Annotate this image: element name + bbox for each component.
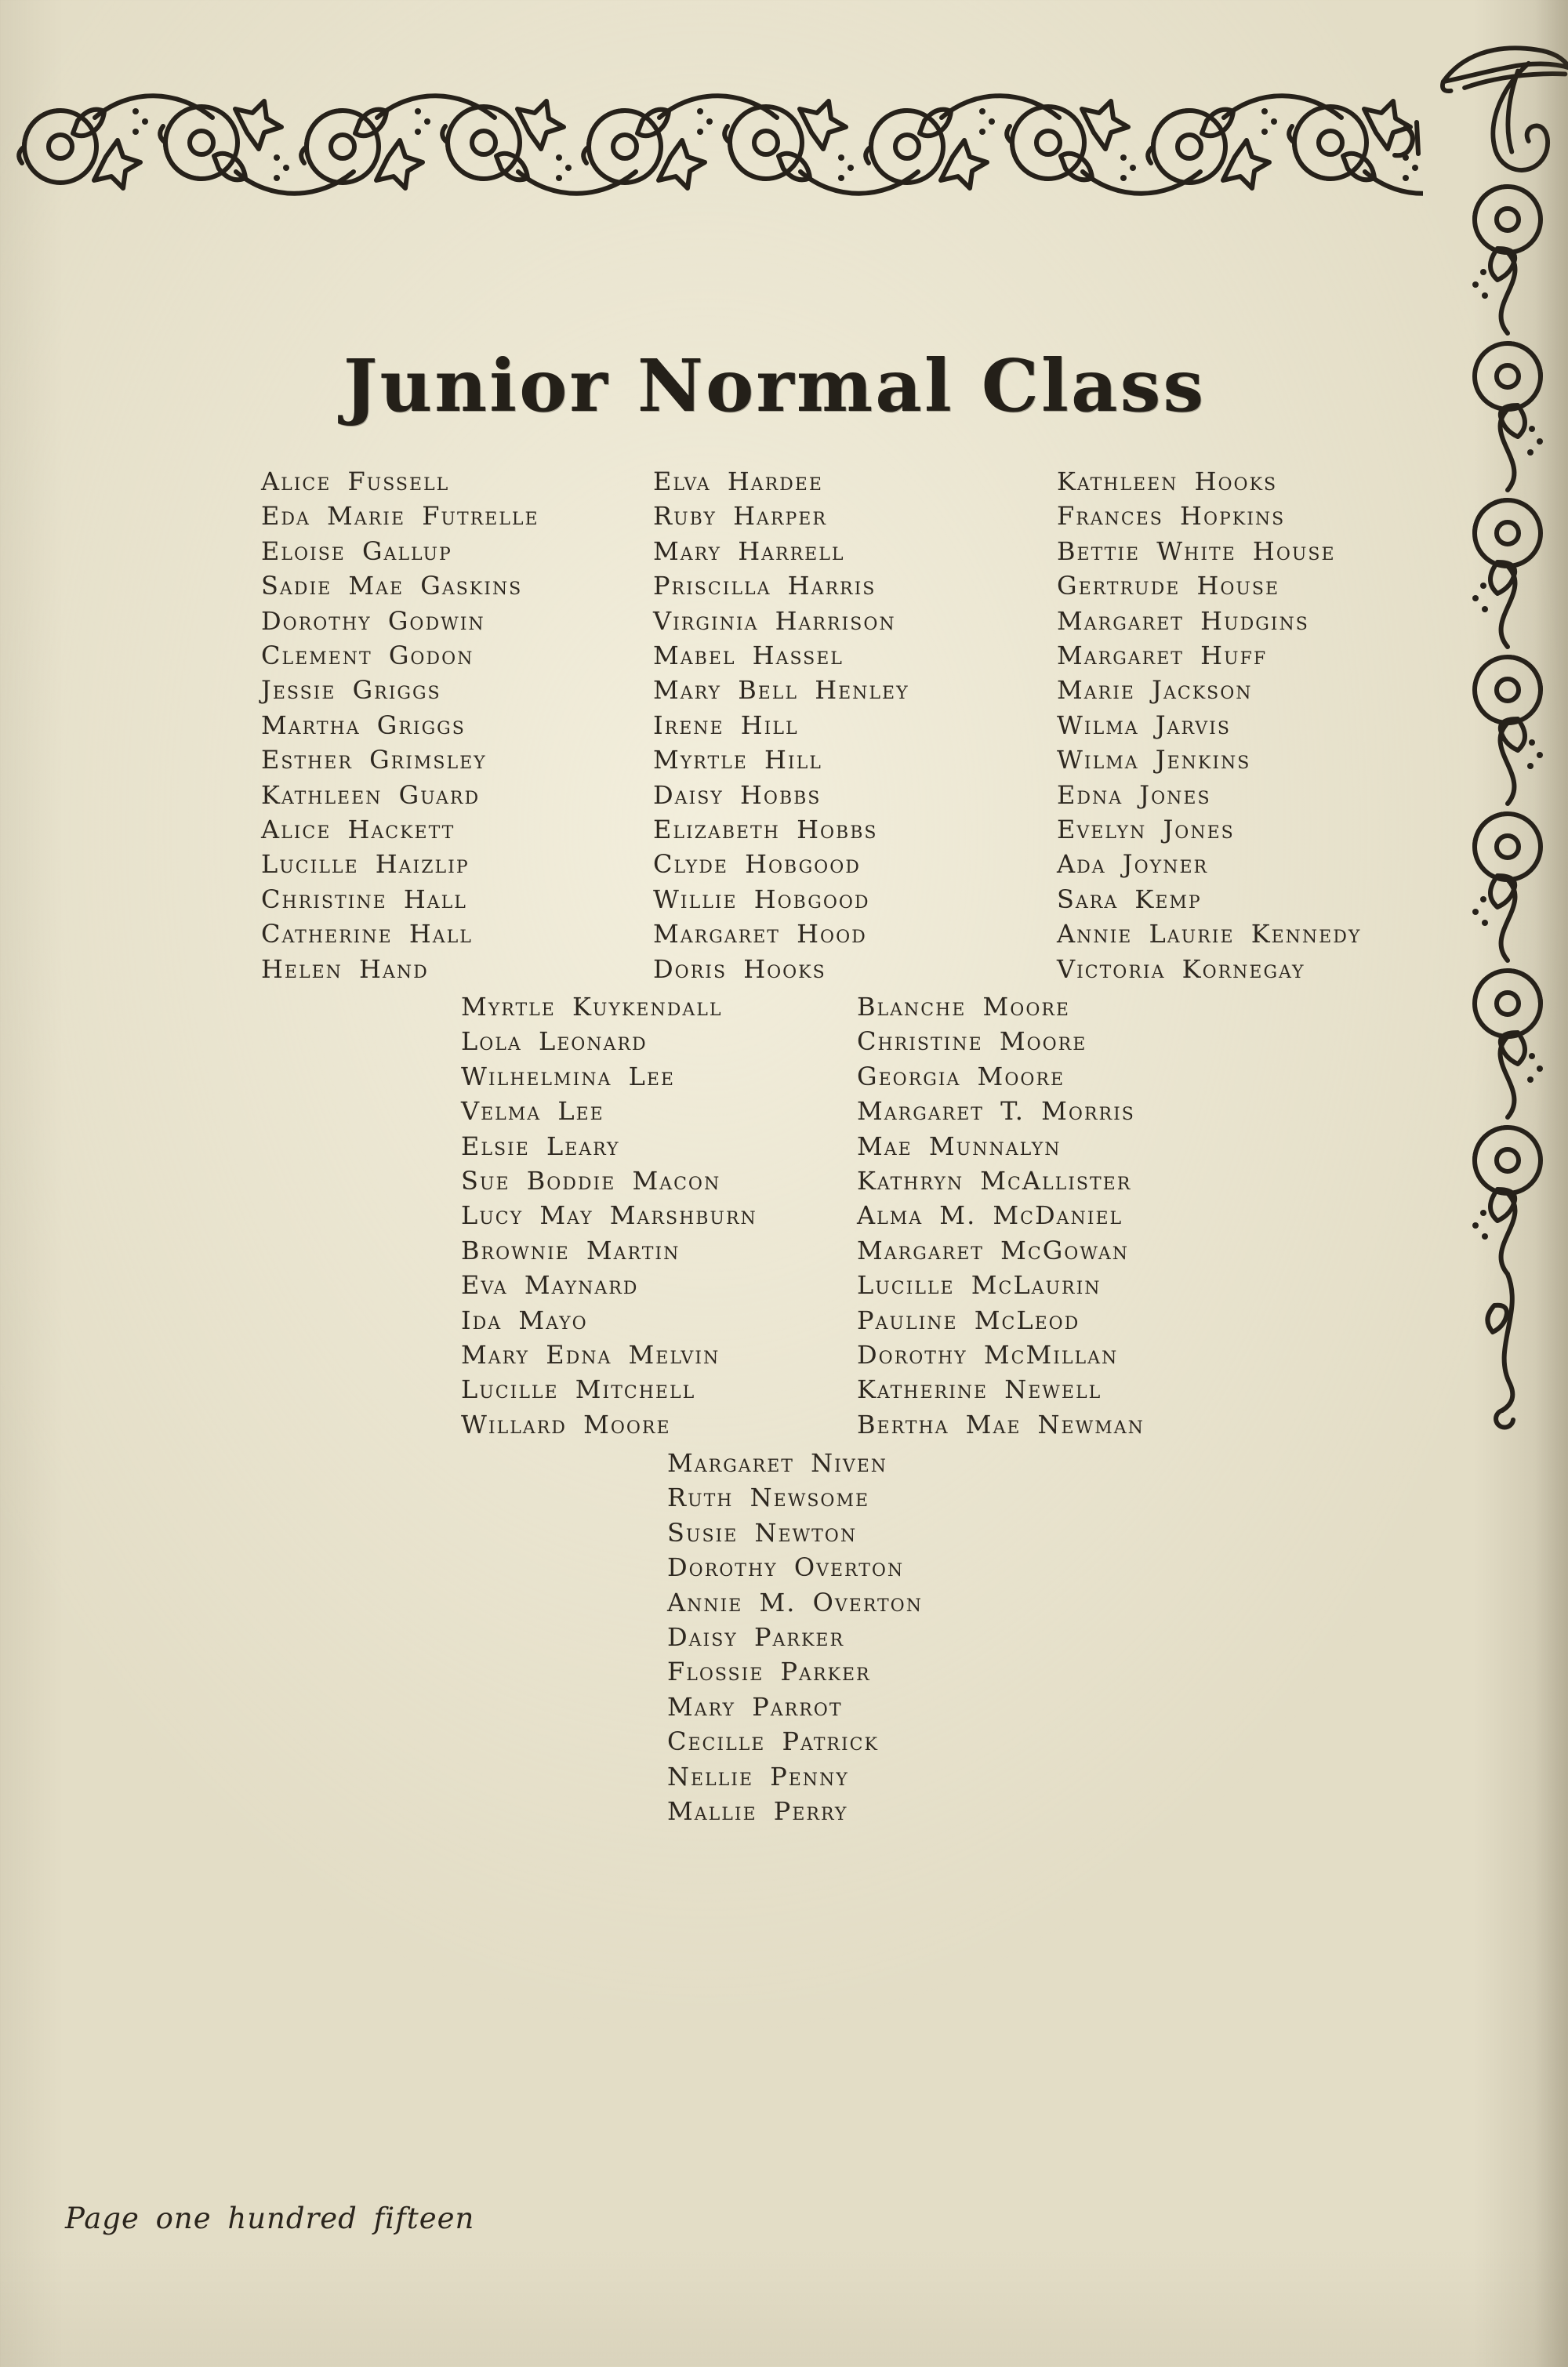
page-edge-shadow bbox=[1535, 0, 1568, 2367]
class-member-name: Sue Boddie Macon bbox=[461, 1166, 721, 1196]
class-member-name: Bettie White House bbox=[1057, 535, 1336, 566]
class-member-name: Margaret Huff bbox=[1057, 641, 1268, 671]
class-member-name: Martha Griggs bbox=[261, 710, 466, 740]
roster-column-1b bbox=[653, 464, 909, 986]
class-member-name: Sadie Mae Gaskins bbox=[261, 571, 523, 601]
class-member-name: Gertrude House bbox=[1057, 571, 1280, 601]
class-member-name: Velma Lee bbox=[461, 1096, 604, 1127]
class-member-name: Margaret Niven bbox=[667, 1448, 888, 1478]
class-member-name: Kathleen Guard bbox=[261, 779, 481, 810]
floral-scroll-border-icon bbox=[12, 72, 1423, 217]
class-member-name: Annie M. Overton bbox=[667, 1587, 923, 1617]
class-member-name: Ruby Harper bbox=[653, 501, 827, 532]
class-member-name: Ida Mayo bbox=[461, 1305, 588, 1335]
class-member-name: Victoria Kornegay bbox=[1057, 953, 1305, 984]
class-member-name: Clyde Hobgood bbox=[653, 849, 861, 880]
class-member-name: Mae Munnalyn bbox=[857, 1131, 1062, 1161]
class-member-name: Esther Grimsley bbox=[261, 745, 487, 775]
class-member-name: Ruth Newsome bbox=[667, 1483, 870, 1513]
class-member-name: Kathryn McAllister bbox=[857, 1166, 1132, 1196]
class-member-name: Christine Hall bbox=[261, 884, 467, 914]
class-member-name: Wilma Jenkins bbox=[1057, 745, 1251, 775]
class-member-name: Wilma Jarvis bbox=[1057, 710, 1231, 740]
class-member-name: Myrtle Kuykendall bbox=[461, 992, 723, 1022]
class-member-name: Susie Newton bbox=[667, 1517, 858, 1548]
class-member-name: Katherine Newell bbox=[857, 1374, 1102, 1405]
class-member-name: Lucille Mitchell bbox=[461, 1374, 696, 1405]
class-member-name: Clement Godon bbox=[261, 641, 474, 671]
class-member-name: Christine Moore bbox=[857, 1026, 1087, 1057]
class-member-name: Sara Kemp bbox=[1057, 884, 1202, 914]
class-member-name: Nellie Penny bbox=[667, 1761, 849, 1792]
class-member-name: Willard Moore bbox=[461, 1409, 671, 1439]
class-member-name: Irene Hill bbox=[653, 710, 799, 740]
class-member-name: Mary Parrot bbox=[667, 1691, 843, 1722]
roster-column-1a bbox=[261, 464, 539, 986]
class-member-name: Dorothy McMillan bbox=[857, 1340, 1119, 1370]
class-member-name: Wilhelmina Lee bbox=[461, 1061, 675, 1091]
roster-column-3a bbox=[667, 1446, 923, 1828]
roster-column-2a bbox=[461, 989, 757, 1442]
class-member-name: Doris Hooks bbox=[653, 953, 826, 984]
class-member-name: Marie Jackson bbox=[1057, 675, 1253, 706]
class-member-name: Daisy Parker bbox=[667, 1622, 845, 1653]
class-member-name: Pauline McLeod bbox=[857, 1305, 1080, 1335]
class-member-name: Catherine Hall bbox=[261, 919, 473, 949]
class-member-name: Alice Hackett bbox=[261, 815, 456, 845]
class-member-name: Brownie Martin bbox=[461, 1235, 681, 1265]
page-number-footer: Page one hundred fifteen bbox=[65, 2202, 475, 2235]
class-member-name: Elsie Leary bbox=[461, 1131, 620, 1161]
class-member-name: Jessie Griggs bbox=[261, 675, 441, 706]
class-member-name: Myrtle Hill bbox=[653, 745, 822, 775]
class-member-name: Mary Edna Melvin bbox=[461, 1340, 720, 1370]
class-member-name: Margaret Hood bbox=[653, 919, 867, 949]
page-title: Junior Normal Class bbox=[343, 343, 1207, 428]
class-member-name: Elva Hardee bbox=[653, 467, 823, 496]
class-member-name: Alma M. McDaniel bbox=[857, 1200, 1123, 1231]
class-member-name: Georgia Moore bbox=[857, 1061, 1065, 1091]
class-member-name: Virginia Harrison bbox=[653, 605, 896, 636]
class-member-name: Margaret T. Morris bbox=[857, 1096, 1135, 1127]
class-member-name: Blanche Moore bbox=[857, 992, 1070, 1022]
class-member-name: Mary Harrell bbox=[653, 535, 845, 566]
class-member-name: Eva Maynard bbox=[461, 1270, 639, 1301]
class-member-name: Willie Hobgood bbox=[653, 884, 870, 914]
class-member-name: Eda Marie Futrelle bbox=[261, 501, 539, 532]
class-member-name: Ada Joyner bbox=[1057, 849, 1209, 880]
class-member-name: Mabel Hassel bbox=[653, 641, 844, 671]
class-member-name: Mary Bell Henley bbox=[653, 675, 909, 706]
class-member-name: Margaret McGowan bbox=[857, 1235, 1130, 1265]
class-member-name: Alice Fussell bbox=[261, 467, 450, 496]
class-member-name: Dorothy Godwin bbox=[261, 605, 485, 636]
class-member-name: Priscilla Harris bbox=[653, 571, 877, 601]
class-member-name: Lucille McLaurin bbox=[857, 1270, 1102, 1301]
class-member-name: Frances Hopkins bbox=[1057, 501, 1286, 532]
class-member-name: Margaret Hudgins bbox=[1057, 605, 1309, 636]
class-member-name: Annie Laurie Kennedy bbox=[1057, 919, 1362, 949]
class-member-name: Cecille Patrick bbox=[667, 1726, 879, 1757]
roster-column-2b bbox=[857, 989, 1145, 1442]
class-member-name: Bertha Mae Newman bbox=[857, 1409, 1145, 1439]
class-member-name: Dorothy Overton bbox=[667, 1552, 905, 1583]
class-member-name: Eloise Gallup bbox=[261, 535, 452, 566]
class-member-name: Lucy May Marshburn bbox=[461, 1200, 757, 1231]
roster-column-1c bbox=[1057, 464, 1361, 986]
class-member-name: Lucille Haizlip bbox=[261, 849, 470, 880]
class-member-name: Kathleen Hooks bbox=[1057, 467, 1278, 496]
class-member-name: Mallie Perry bbox=[667, 1796, 848, 1827]
class-member-name: Flossie Parker bbox=[667, 1657, 871, 1687]
class-member-name: Elizabeth Hobbs bbox=[653, 815, 878, 845]
class-member-name: Evelyn Jones bbox=[1057, 815, 1235, 845]
class-member-name: Daisy Hobbs bbox=[653, 779, 822, 810]
class-member-name: Edna Jones bbox=[1057, 779, 1211, 810]
class-member-name: Helen Hand bbox=[261, 953, 429, 984]
class-member-name: Lola Leonard bbox=[461, 1026, 648, 1057]
